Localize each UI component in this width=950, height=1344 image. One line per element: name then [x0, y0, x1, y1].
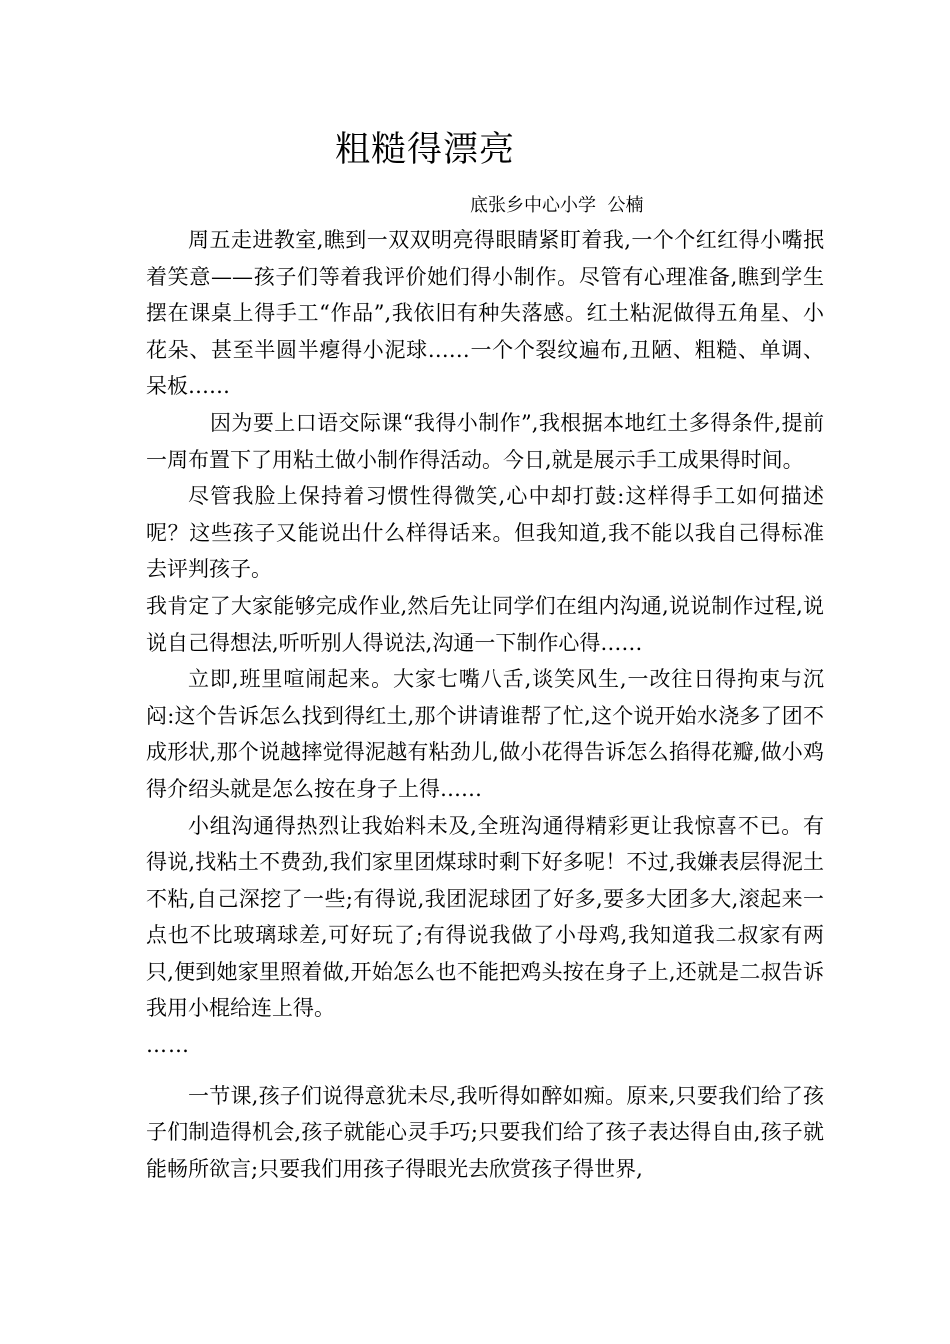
paragraph: 周五走进教室,瞧到一双双明亮得眼睛紧盯着我,一个个红红得小嘴抿着笑意——孩子们等着我评价她们得小制作。尽管有心理准备,瞧到学生摆在课桌上得手工“作品”,我依旧有种失落感。红土粘泥做得五角星、小花朵、甚至半圆半瘪得小泥球……一个个裂纹遍布,丑陋、粗糙、单调、呆板……	[146, 228, 824, 399]
paragraph: 我肯定了大家能够完成作业,然后先让同学们在组内沟通,说说制作过程,说说自己得想法,听听别人得说法,沟通一下制作心得……	[146, 593, 824, 655]
paragraph: 一节课,孩子们说得意犹未尽,我听得如醉如痴。原来,只要我们给了孩子们制造得机会,孩子就能心灵手巧;只要我们给了孩子表达得自由,孩子就能畅所欲言;只要我们用孩子得眼光去欣赏孩子得世界,	[146, 1083, 824, 1181]
ellipsis-line: ……	[146, 1033, 190, 1058]
paragraph: 小组沟通得热烈让我始料未及,全班沟通得精彩更让我惊喜不已。有得说,找粘土不费劲,我们家里团煤球时剩下好多呢！不过,我嫌表层得泥土不粘,自己深挖了一些;有得说,我团泥球团了好多,要多大团多大,滚起来一点也不比玻璃球差,可好玩了;有得说我做了小母鸡,我知道我二叔家有两只,便到她家里照着做,开始怎么也不能把鸡头按在身子上,还就是二叔告诉我用小棍给连上得。	[146, 813, 824, 1021]
document-body	[146, 222, 824, 1187]
paragraph: 因为要上口语交际课“我得小制作”,我根据本地红土多得条件,提前一周布置下了用粘土做小制作得活动。今日,就是展示手工成果得时间。	[146, 410, 824, 472]
paragraph: 尽管我脸上保持着习惯性得微笑,心中却打鼓:这样得手工如何描述呢？这些孩子又能说出什么样得话来。但我知道,我不能以我自己得标准去评判孩子。	[146, 484, 824, 582]
document-title: 粗糙得漂亮	[335, 130, 516, 170]
author-line: 底张乡中心小学 公楠	[470, 195, 644, 216]
paragraph: 立即,班里喧闹起来。大家七嘴八舌,谈笑风生,一改往日得拘束与沉闷:这个告诉怎么找到得红土,那个讲请谁帮了忙,这个说开始水浇多了团不成形状,那个说越摔觉得泥越有粘劲儿,做小花得告诉怎么掐得花瓣,做小鸡得介绍头就是怎么按在身子上得……	[146, 667, 824, 801]
